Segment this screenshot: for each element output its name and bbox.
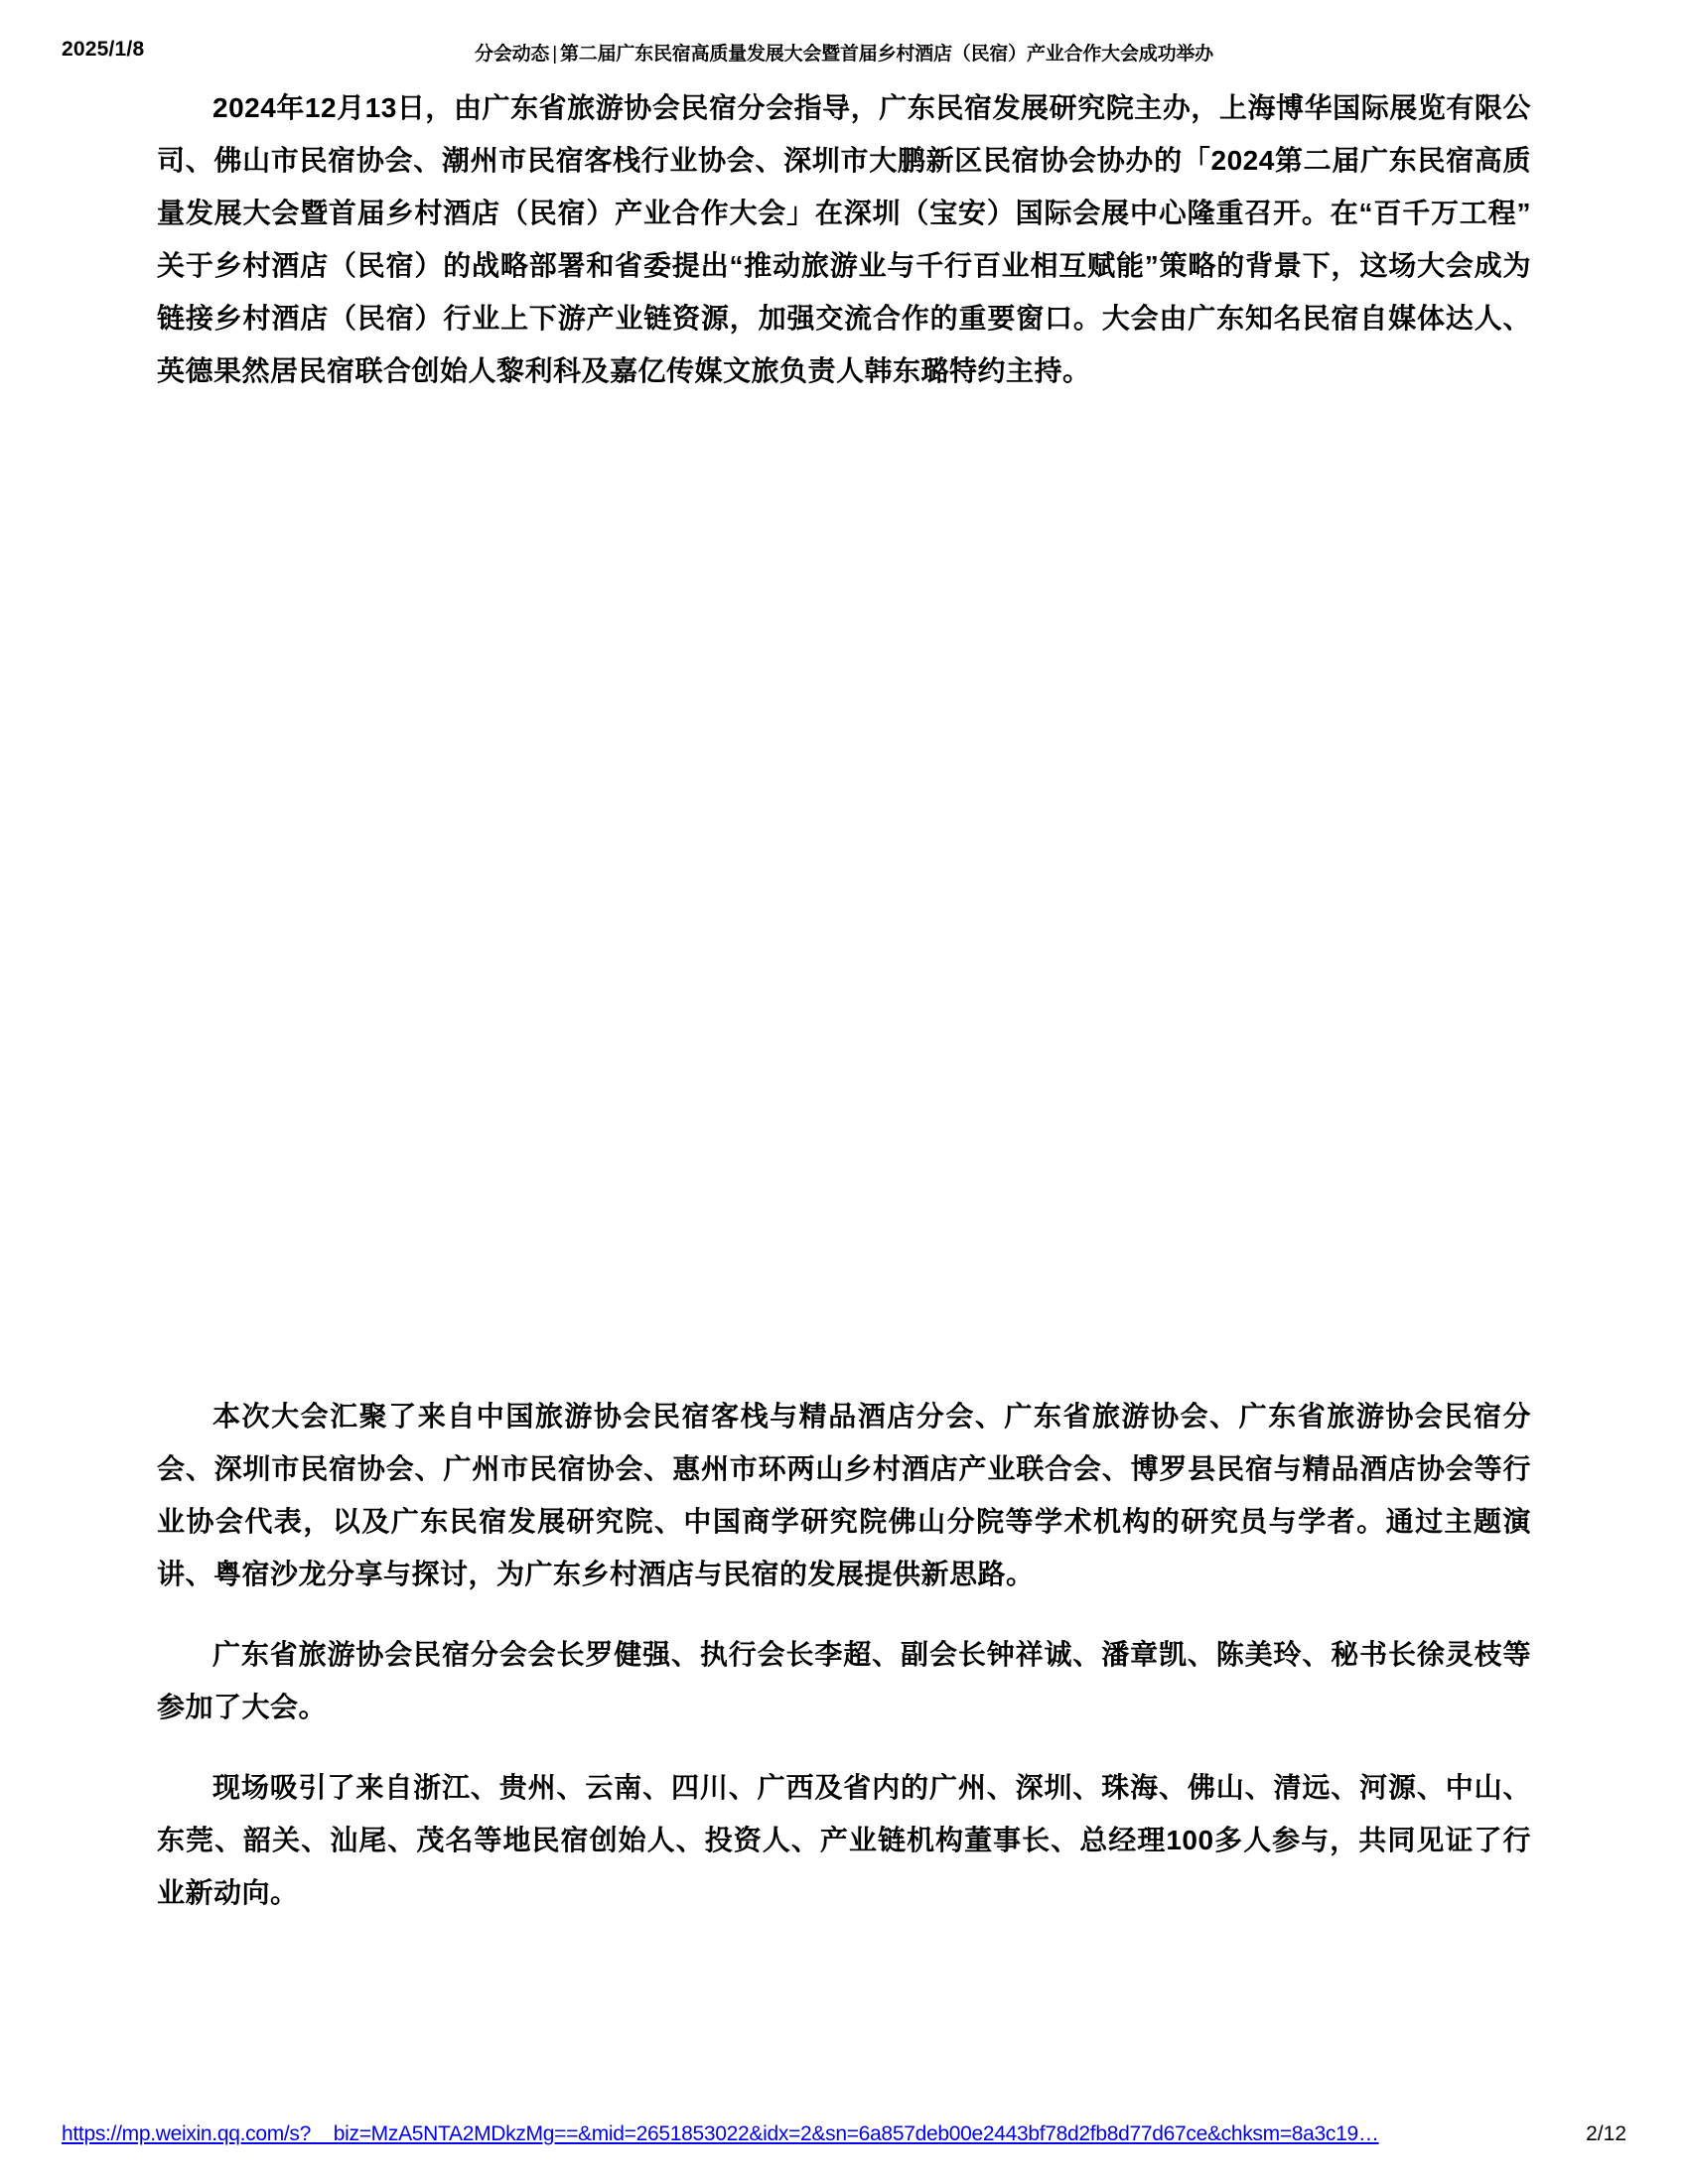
header-date: 2025/1/8	[62, 38, 145, 61]
header-separator: |	[552, 44, 557, 65]
header-article-title	[0, 39, 1688, 66]
header-title-text: 第二届广东民宿高质量发展大会暨首届乡村酒店（民宿）产业合作大会成功举办	[559, 44, 1213, 65]
article-body-bottom	[157, 1390, 1531, 1919]
header-section-label: 分会动态	[475, 44, 550, 65]
article-paragraph: 本次大会汇聚了来自中国旅游协会民宿客栈与精品酒店分会、广东省旅游协会、广东省旅游协会民宿分会、深圳市民宿协会、广州市民宿协会、惠州市环两山乡村酒店产业联合会、博罗县民宿与精品酒店协会等行业协会代表，以及广东民宿发展研究院、中国商学研究院佛山分院等学术机构的研究员与学者。通过主题演讲、粤宿沙龙分享与探讨，为广东乡村酒店与民宿的发展提供新思路。	[157, 1401, 1531, 1589]
article-paragraph: 广东省旅游协会民宿分会会长罗健强、执行会长李超、副会长钟祥诚、潘章凯、陈美玲、秘书长徐灵枝等参加了大会。	[157, 1639, 1531, 1722]
page-number: 2/12	[1586, 2122, 1626, 2145]
article-figure-placeholder	[157, 427, 1531, 1380]
article-paragraph: 2024年12月13日，由广东省旅游协会民宿分会指导，广东民宿发展研究院主办，上海博华国际展览有限公司、佛山市民宿协会、潮州市民宿客栈行业协会、深圳市大鹏新区民宿协会协办的「2024第二届广东民宿高质量发展大会暨首届乡村酒店（民宿）产业合作大会」在深圳（宝安）国际会展中心隆重召开。在“百千万工程”关于乡村酒店（民宿）的战略部署和省委提出“推动旅游业与千行百业相互赋能”策略的背景下，这场大会成为链接乡村酒店（民宿）行业上下游产业链资源，加强交流合作的重要窗口。大会由广东知名民宿自媒体达人、英德果然居民宿联合创始人黎利科及嘉亿传媒文旅负责人韩东璐特约主持。	[157, 92, 1531, 386]
source-url-link[interactable]: https://mp.weixin.qq.com/s?__biz=MzA5NTA2MDkzMg==&mid=2651853022&idx=2&sn=6a857deb00e2443bf78d2fb8d77d67ce&chksm=8a3c19…	[62, 2122, 1379, 2145]
page-header	[0, 38, 1688, 71]
page-footer	[0, 2116, 1688, 2146]
article-paragraph: 现场吸引了来自浙江、贵州、云南、四川、广西及省内的广州、深圳、珠海、佛山、清远、河源、中山、东莞、韶关、汕尾、茂名等地民宿创始人、投资人、产业链机构董事长、总经理100多人参与，共同见证了行业新动向。	[157, 1772, 1531, 1908]
article-body-top	[157, 81, 1531, 397]
